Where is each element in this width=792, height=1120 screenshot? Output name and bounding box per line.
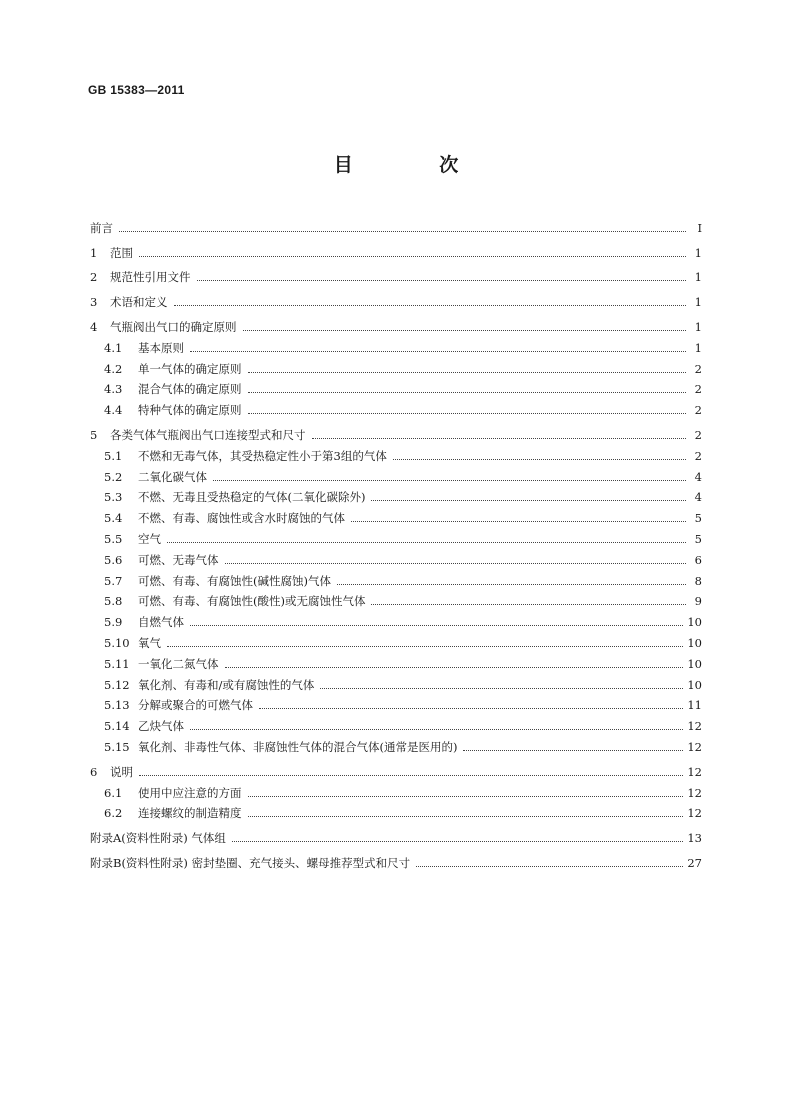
toc-entry-number: 5.14 [104,719,130,734]
dot-leader [320,688,683,689]
toc-entry-page: 2 [694,427,702,442]
toc-entry-title: 可燃、无毒气体 [138,552,219,567]
toc-entry-page: 10 [687,615,702,630]
toc-entry-page: 12 [687,739,702,754]
dot-leader [167,542,686,543]
toc-entry[interactable] [90,484,702,505]
toc-entry-number: 2 [90,270,98,285]
toc-entry[interactable] [90,779,702,800]
toc-entry[interactable] [90,588,702,609]
toc-entry-page: 13 [687,831,702,846]
toc-entry-number: 5 [90,427,98,442]
toc-entry-number: 4.3 [104,382,123,397]
toc-entry-number: 4.1 [104,340,123,355]
toc-entry-title: 附录B(资料性附录) 密封垫圈、充气接头、螺母推荐型式和尺寸 [90,855,411,870]
toc-entry-title: 范围 [110,245,133,260]
toc-entry[interactable] [90,845,702,870]
toc-entry-title: 氧化剂、有毒和/或有腐蚀性的气体 [138,677,315,692]
toc-entry-title: 一氧化二氮气体 [138,656,219,671]
toc-entry[interactable] [90,442,702,463]
toc-entry-title: 不燃、无毒且受热稳定的气体(二氧化碳除外) [138,490,366,505]
toc-entry-title: 可燃、有毒、有腐蚀性(碱性腐蚀)气体 [138,573,331,588]
toc-entry-title: 气瓶阀出气口的确定原则 [110,319,237,334]
toc-entry-number: 4.2 [104,361,123,376]
toc-entry-number: 6.1 [104,785,123,800]
dot-leader [139,775,683,776]
toc-entry-number: 5.11 [104,656,130,671]
toc-entry-page: 1 [694,319,702,334]
standard-code: GB 15383—2011 [88,83,185,97]
toc-entry-title: 特种气体的确定原则 [138,403,242,418]
toc-entry[interactable] [90,733,702,754]
dot-leader [371,604,686,605]
toc-entry-page: 1 [694,245,702,260]
toc-entry-page: 10 [687,635,702,650]
dot-leader [213,480,686,481]
dot-leader [190,351,686,352]
toc-entry-title: 使用中应注意的方面 [138,785,242,800]
toc-entry[interactable] [90,692,702,713]
toc-entry-page: 4 [694,490,702,505]
toc-entry-number: 6.2 [104,806,123,821]
toc-entry[interactable] [90,567,702,588]
toc-entry[interactable] [90,309,702,334]
dot-leader [119,231,686,232]
toc-entry-number: 5.8 [104,594,123,609]
toc-entry-title: 说明 [110,764,133,779]
toc-entry-title: 氧化剂、非毒性气体、非腐蚀性气体的混合气体(通常是医用的) [138,739,458,754]
toc-entry-page: 2 [694,382,702,397]
dot-leader [190,625,683,626]
toc-entry[interactable] [90,417,702,442]
toc-entry-title: 分解或聚合的可燃气体 [138,698,253,713]
toc-entry-page: 12 [687,785,702,800]
toc-entry[interactable] [90,629,702,650]
toc-entry-page: 12 [687,806,702,821]
toc-entry-title: 混合气体的确定原则 [138,382,242,397]
toc-entry-number: 4.4 [104,403,123,418]
toc-entry-page: 1 [694,340,702,355]
toc-entry-number: 3 [90,295,98,310]
toc-entry[interactable] [90,608,702,629]
toc-entry[interactable] [90,820,702,845]
dot-leader [248,372,687,373]
dot-leader [243,330,687,331]
toc-entry[interactable] [90,396,702,417]
toc-entry-page: 12 [687,764,702,779]
toc-entry-number: 5.7 [104,573,123,588]
toc-entry-number: 5.12 [104,677,130,692]
dot-leader [463,750,683,751]
toc-entry-number: 6 [90,764,98,779]
toc-entry-number: 5.6 [104,552,123,567]
toc-entry[interactable] [90,800,702,821]
toc-entry-title: 空气 [138,531,161,546]
toc-entry-page: 5 [694,511,702,526]
toc-entry-title: 自燃气体 [138,615,184,630]
dot-leader [371,500,686,501]
toc-entry-page: 2 [694,448,702,463]
toc-entry-title: 附录A(资料性附录) 气体组 [90,831,226,846]
dot-leader [337,584,686,585]
toc-entry-title: 各类气体气瓶阀出气口连接型式和尺寸 [110,427,306,442]
toc-entry[interactable] [90,754,702,779]
toc-entry-page: 10 [687,656,702,671]
toc-entry-page: Ⅰ [697,220,702,235]
toc-entry[interactable] [90,525,702,546]
dot-leader [312,438,687,439]
toc-entry-title: 氧气 [138,635,161,650]
toc-entry-page: 1 [694,295,702,310]
dot-leader [174,305,687,306]
dot-leader [248,413,687,414]
dot-leader [248,392,687,393]
toc-entry[interactable] [90,671,702,692]
toc-entry-number: 5.13 [104,698,130,713]
toc-entry[interactable] [90,463,702,484]
dot-leader [167,646,683,647]
toc-entry-title: 基本原则 [138,340,184,355]
toc-entry-number: 5.15 [104,739,130,754]
dot-leader [197,280,687,281]
dot-leader [139,256,686,257]
toc-entry-number: 5.1 [104,448,123,463]
toc-entry-number: 4 [90,319,98,334]
toc-entry-page: 1 [694,270,702,285]
toc-entry[interactable] [90,235,702,260]
dot-leader [190,729,683,730]
dot-leader [232,841,683,842]
toc-entry-page: 12 [687,719,702,734]
toc-entry-page: 11 [687,698,702,713]
toc-entry-page: 9 [694,594,702,609]
toc-entry-title: 单一气体的确定原则 [138,361,242,376]
toc-entry-number: 5.10 [104,635,130,650]
dot-leader [259,708,683,709]
table-of-contents [90,214,702,870]
toc-entry-title: 术语和定义 [110,295,168,310]
toc-entry[interactable] [90,214,702,235]
toc-entry-number: 5.3 [104,490,123,505]
toc-entry-title: 二氧化碳气体 [138,469,207,484]
toc-entry[interactable] [90,355,702,376]
dot-leader [416,866,683,867]
toc-entry-page: 5 [694,531,702,546]
toc-entry-title: 不燃和无毒气体，其受热稳定性小于第3组的气体 [138,448,387,463]
toc-entry[interactable] [90,260,702,285]
dot-leader [225,563,687,564]
toc-entry-number: 5.5 [104,531,123,546]
toc-entry-title: 不燃、有毒、腐蚀性或含水时腐蚀的气体 [138,511,345,526]
toc-entry-page: 2 [694,403,702,418]
toc-entry[interactable] [90,546,702,567]
toc-entry-number: 1 [90,245,98,260]
dot-leader [248,816,684,817]
page-title: 目 次 [333,154,499,176]
toc-entry-page: 4 [694,469,702,484]
toc-entry-title: 可燃、有毒、有腐蚀性(酸性)或无腐蚀性气体 [138,594,366,609]
toc-entry-page: 27 [687,855,702,870]
toc-entry-number: 5.9 [104,615,123,630]
toc-entry-title: 连接螺纹的制造精度 [138,806,242,821]
toc-entry-page: 10 [687,677,702,692]
toc-entry[interactable] [90,376,702,397]
toc-entry-page: 8 [694,573,702,588]
toc-entry[interactable] [90,284,702,309]
dot-leader [393,459,686,460]
toc-entry-page: 2 [694,361,702,376]
toc-entry-title: 前言 [90,220,113,235]
dot-leader [248,796,684,797]
toc-entry[interactable] [90,650,702,671]
toc-entry-title: 规范性引用文件 [110,270,191,285]
toc-entry[interactable] [90,504,702,525]
toc-entry-title: 乙炔气体 [138,719,184,734]
toc-entry-page: 6 [694,552,702,567]
toc-entry-number: 5.4 [104,511,123,526]
toc-entry-number: 5.2 [104,469,123,484]
dot-leader [351,521,686,522]
dot-leader [225,667,684,668]
toc-entry[interactable] [90,712,702,733]
toc-entry[interactable] [90,334,702,355]
